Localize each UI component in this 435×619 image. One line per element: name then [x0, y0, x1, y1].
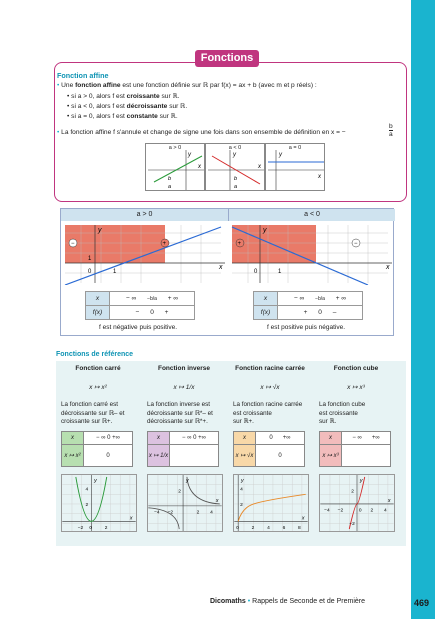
var-arrows: 0	[84, 445, 133, 467]
ref-col-square	[57, 361, 139, 546]
affine-section-title: Fonction affine	[57, 71, 109, 80]
ref-col-title: Fonction cube	[333, 365, 379, 372]
var-f-cell: x ↦ 1/x	[148, 445, 170, 467]
tick: 2	[196, 510, 200, 516]
graph-inverse	[147, 474, 223, 532]
var-arrows: 0	[256, 445, 305, 467]
mini-graph-decreasing	[205, 143, 265, 191]
right-x-label: x	[386, 264, 390, 271]
tick: 4	[384, 508, 387, 514]
right-x-cell: x	[254, 292, 278, 306]
left-x-label: x	[219, 264, 223, 271]
side-stripe	[411, 0, 435, 619]
left-sign-values: − 0 +	[110, 306, 195, 320]
ref-col-desc: La fonction racine carrée est croissante sur ℝ+.	[233, 401, 303, 425]
zero-fraction: b a	[389, 123, 393, 138]
tick: −2	[337, 508, 344, 514]
ref-col-sqrt	[229, 361, 311, 546]
axis-y-label: y	[241, 477, 244, 484]
tick: 0	[358, 508, 362, 514]
right-caption: f est positive puis négative.	[267, 324, 346, 331]
ref-col-desc: La fonction inverse est décroissante sur ℝ*– et décroissante sur ℝ*+.	[147, 401, 213, 425]
var-f-cell: x ↦ x²	[62, 445, 84, 467]
affine-zero-text: • La fonction affine f s'annule et change de signe une fois dans son ensemble de définition en x = −	[57, 129, 346, 136]
tick: 2	[104, 526, 108, 532]
mini-label: a > 0	[168, 145, 182, 151]
left-x-values: − ∞ −b/a + ∞	[110, 292, 195, 306]
tick: −4	[324, 508, 330, 514]
var-x-values: − ∞ 0 +∞	[170, 432, 219, 445]
axis-y-label: y	[94, 477, 97, 484]
tick-y: 2	[85, 502, 89, 508]
tick: −2	[167, 510, 174, 516]
variation-table	[147, 431, 219, 467]
left-minus-sign: −	[71, 241, 75, 247]
tick: 8	[298, 526, 301, 532]
var-x-cell: x	[148, 432, 170, 445]
left-one-label: 1	[88, 256, 92, 262]
tick: −2	[77, 526, 84, 532]
right-x-values: − ∞ −b/a + ∞	[278, 292, 363, 306]
var-x-cell: x	[62, 432, 84, 445]
ref-col-inverse	[143, 361, 225, 546]
ref-section-title: Fonctions de référence	[56, 351, 134, 358]
var-x-cell: x	[234, 432, 256, 445]
ref-col-cube	[315, 361, 397, 546]
axis-x-label: x	[387, 498, 391, 505]
axis-x-label: x	[215, 498, 219, 505]
tick: 2	[251, 526, 255, 532]
left-fx-cell: f(x)	[86, 306, 110, 320]
mini-y-label: y	[188, 152, 191, 158]
right-zero-label: 0	[254, 269, 258, 275]
tick-y: −2	[349, 522, 355, 528]
var-arrows	[342, 445, 391, 467]
tick-y: 2	[178, 489, 181, 495]
left-caption: f est négative puis positive.	[99, 324, 178, 331]
right-one-x: 1	[278, 269, 282, 275]
mini-label: a = 0	[288, 145, 302, 151]
right-plus-sign: +	[237, 241, 242, 247]
page-number: 469	[414, 598, 430, 608]
variation-table	[233, 431, 305, 467]
affine-case-3: • si a = 0, alors f est constante sur ℝ.	[67, 113, 178, 120]
sign-table-box	[60, 208, 394, 336]
ref-col-title: Fonction carré	[75, 365, 121, 372]
graph-sqrt	[233, 474, 309, 532]
right-graph	[228, 223, 395, 285]
right-y-label: y	[263, 227, 267, 234]
mini-root-den: a	[168, 184, 172, 190]
var-x-values: − ∞ 0 +∞	[84, 432, 133, 445]
ref-col-title: Fonction racine carrée	[235, 365, 305, 372]
tick-y: 2	[240, 502, 243, 508]
left-zero-label: 0	[88, 269, 92, 275]
mini-x-label: x	[258, 164, 261, 170]
graph-cube	[319, 474, 395, 532]
left-one-x: 1	[113, 269, 117, 275]
ref-col-formula: x ↦ √x	[260, 384, 280, 391]
tick: −4	[154, 510, 160, 516]
right-minus-sign: −	[354, 241, 358, 247]
axis-y-label: y	[359, 477, 363, 484]
tick: 4	[210, 510, 213, 516]
axis-x-label: x	[129, 515, 133, 522]
mini-y-label: y	[279, 152, 282, 158]
var-x-cell: x	[320, 432, 342, 445]
tick: 2	[370, 508, 374, 514]
var-x-values: − ∞ +∞	[342, 432, 391, 445]
right-sign-table	[253, 291, 363, 320]
affine-case-1: • si a > 0, alors f est croissante sur ℝ.	[67, 93, 180, 100]
tick-y: 4	[85, 487, 89, 493]
ref-col-formula: x ↦ x³	[347, 384, 365, 391]
variation-table	[61, 431, 133, 467]
tick-y: 4	[240, 487, 243, 493]
right-header: a < 0	[228, 209, 395, 221]
ref-col-desc: La fonction carré est décroissante sur ℝ– et croissante sur ℝ+.	[61, 401, 125, 425]
left-plus-sign: +	[162, 241, 167, 247]
ref-col-formula: x ↦ 1/x	[173, 384, 195, 391]
graph-square	[61, 474, 137, 532]
mini-root-den: a	[234, 184, 238, 190]
mini-root-num: b	[234, 176, 238, 182]
mini-y-label: y	[233, 152, 236, 158]
left-x-cell: x	[86, 292, 110, 306]
ref-col-formula: x ↦ x²	[89, 384, 107, 391]
ref-col-title: Fonction inverse	[157, 365, 210, 372]
var-f-cell: x ↦ √x	[234, 445, 256, 467]
page-title: Fonctions	[195, 50, 259, 67]
right-fx-cell: f(x)	[254, 306, 278, 320]
mini-x-label: x	[318, 174, 321, 180]
left-graph	[61, 223, 228, 285]
left-header: a > 0	[61, 209, 228, 221]
var-x-values: 0 +∞	[256, 432, 305, 445]
tick: 4	[267, 526, 270, 532]
tick: 6	[282, 526, 286, 532]
var-arrows	[170, 445, 219, 467]
axis-x-label: x	[301, 515, 305, 522]
tick: 0	[236, 526, 239, 532]
var-f-cell: x ↦ x³	[320, 445, 342, 467]
left-sign-table	[85, 291, 195, 320]
affine-case-2: • si a < 0, alors f est décroissante sur ℝ.	[67, 103, 188, 110]
ref-col-desc: La fonction cube est croissante sur ℝ.	[319, 401, 366, 425]
mini-x-label: x	[198, 164, 201, 170]
tick: 0	[89, 526, 93, 532]
affine-intro: • Une fonction affine est une fonction définie sur ℝ par f(x) = ax + b (avec m et p réels) :	[57, 82, 317, 89]
mini-graph-constant	[265, 143, 325, 191]
mini-graph-increasing	[145, 143, 205, 191]
mini-label: a < 0	[228, 145, 242, 151]
right-sign-values: + 0 –	[278, 306, 363, 320]
variation-table	[319, 431, 391, 467]
tick-y: 2	[351, 489, 354, 495]
axis-y-label: y	[185, 477, 189, 484]
left-y-label: y	[98, 227, 102, 234]
footer: Dicomaths • Rappels de Seconde et de Première	[210, 598, 365, 605]
mini-root-num: b	[168, 176, 172, 182]
